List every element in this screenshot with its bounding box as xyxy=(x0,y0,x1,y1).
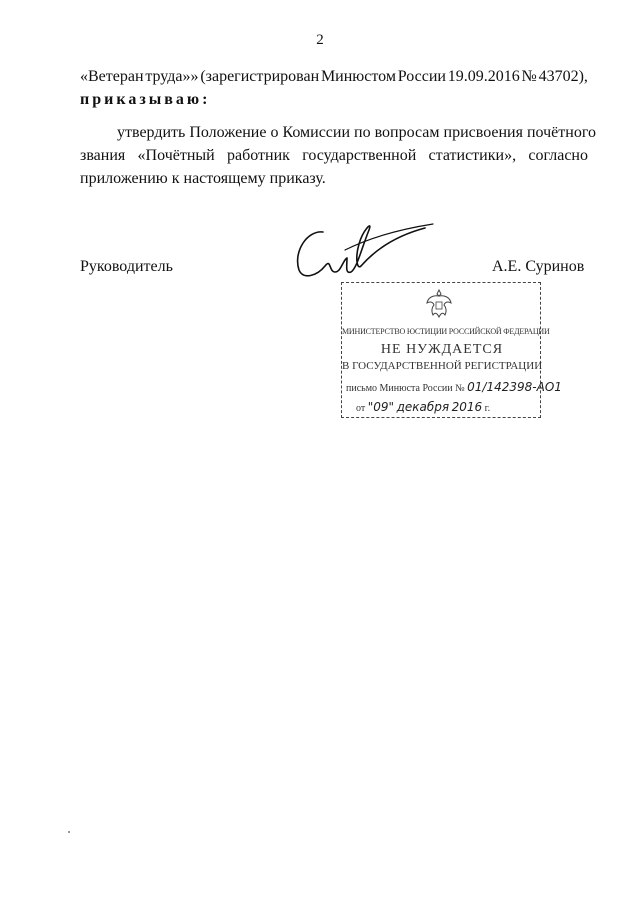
stamp-letter-label: письмо Минюста России № xyxy=(346,383,465,394)
stamp-date-day: "09" xyxy=(367,400,395,414)
word: статистики», xyxy=(428,147,517,164)
word: № xyxy=(521,68,537,85)
stamp-status-line1: НЕ НУЖДАЕТСЯ xyxy=(380,342,504,357)
paragraph2-line2 xyxy=(80,147,588,165)
word: звания xyxy=(80,147,126,164)
word: (зарегистрирован xyxy=(200,68,320,85)
registration-stamp xyxy=(341,282,562,418)
page-number: 2 xyxy=(316,32,324,48)
word: «Почётный xyxy=(137,147,215,164)
stamp-ministry: МИНИСТЕРСТВО ЮСТИЦИИ РОССИЙСКОЙ ФЕДЕРАЦИИ xyxy=(342,327,550,336)
word: «Ветеран xyxy=(80,68,144,85)
stamp-date-prefix: от xyxy=(356,403,366,414)
stamp-status-line2: В ГОСУДАРСТВЕННОЙ РЕГИСТРАЦИИ xyxy=(342,360,543,372)
word: работник xyxy=(227,147,290,164)
word: согласно xyxy=(528,147,588,164)
word: России xyxy=(397,68,446,85)
signatory-name: А.Е. Суринов xyxy=(492,258,585,275)
word: Минюстом xyxy=(320,68,396,85)
stamp-letter-line xyxy=(346,380,562,394)
paragraph2-line3: приложению к настоящему приказу. xyxy=(80,170,326,187)
signatory-role: Руководитель xyxy=(80,258,173,275)
word: 19.09.2016 xyxy=(447,68,520,85)
word: государственной xyxy=(302,147,417,164)
word: 43702), xyxy=(538,68,588,85)
scan-speck xyxy=(68,831,70,833)
stamp-date-month: декабря xyxy=(396,400,450,414)
stamp-date-line xyxy=(356,400,556,414)
stamp-letter-number: 01/142398-АО1 xyxy=(467,380,562,394)
eagle-emblem-icon xyxy=(424,287,454,321)
order-keyword: приказываю: xyxy=(80,91,211,108)
paragraph1-line1 xyxy=(80,68,588,86)
handwritten-signature xyxy=(285,200,435,290)
stamp-date-suffix: г. xyxy=(484,403,491,414)
paragraph2-line1: утвердить Положение о Комиссии по вопросам присвоения почётного xyxy=(117,124,596,141)
word: труда»» xyxy=(145,68,199,85)
stamp-date-year: 2016 xyxy=(451,400,483,414)
